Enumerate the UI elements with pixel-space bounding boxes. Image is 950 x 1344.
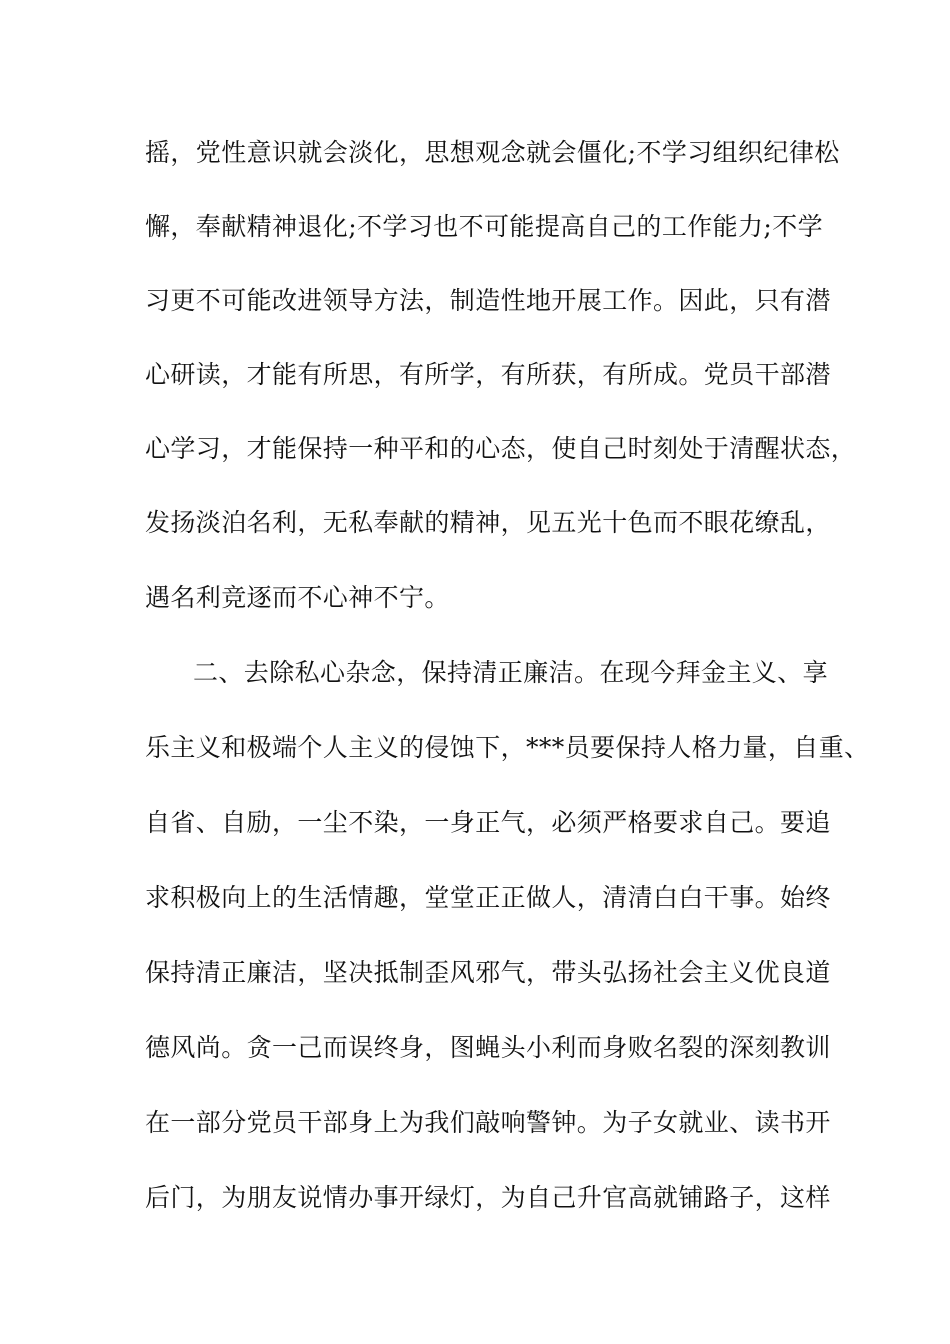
text-line: 发扬淡泊名利，无私奉献的精神，见五光十色而不眼花缭乱， bbox=[145, 508, 831, 537]
text-line: 求积极向上的生活情趣，堂堂正正做人，清清白白干事。始终 bbox=[145, 883, 831, 912]
text-line: 心学习，才能保持一种平和的心态，使自己时刻处于清醒状态， bbox=[145, 434, 857, 463]
text-line: 心研读，才能有所思，有所学，有所获，有所成。党员干部潜 bbox=[145, 360, 831, 389]
text-line: 德风尚。贪一己而误终身，图蝇头小利而身败名裂的深刻教训 bbox=[145, 1033, 831, 1062]
text-line: 在一部分党员干部身上为我们敲响警钟。为子女就业、读书开 bbox=[145, 1108, 831, 1137]
text-line: 乐主义和极端个人主义的侵蚀下，***员要保持人格力量，自重、 bbox=[145, 733, 870, 762]
text-line: 习更不可能改进领导方法，制造性地开展工作。因此，只有潜 bbox=[145, 286, 831, 315]
text-line: 遇名利竞逐而不心神不宁。 bbox=[145, 583, 450, 612]
text-line: 自省、自励，一尘不染，一身正气，必须严格要求自己。要追 bbox=[145, 808, 831, 837]
text-line: 保持清正廉洁，坚决抵制歪风邪气，带头弘扬社会主义优良道 bbox=[145, 958, 831, 987]
text-line: 摇，党性意识就会淡化，思想观念就会僵化;不学习组织纪律松 bbox=[145, 138, 840, 167]
text-line: 二、去除私心杂念，保持清正廉洁。在现今拜金主义、享 bbox=[193, 658, 829, 687]
text-line: 后门，为朋友说情办事开绿灯，为自己升官高就铺路子，这样 bbox=[145, 1183, 831, 1212]
text-line: 懈，奉献精神退化;不学习也不可能提高自己的工作能力;不学 bbox=[145, 212, 824, 241]
